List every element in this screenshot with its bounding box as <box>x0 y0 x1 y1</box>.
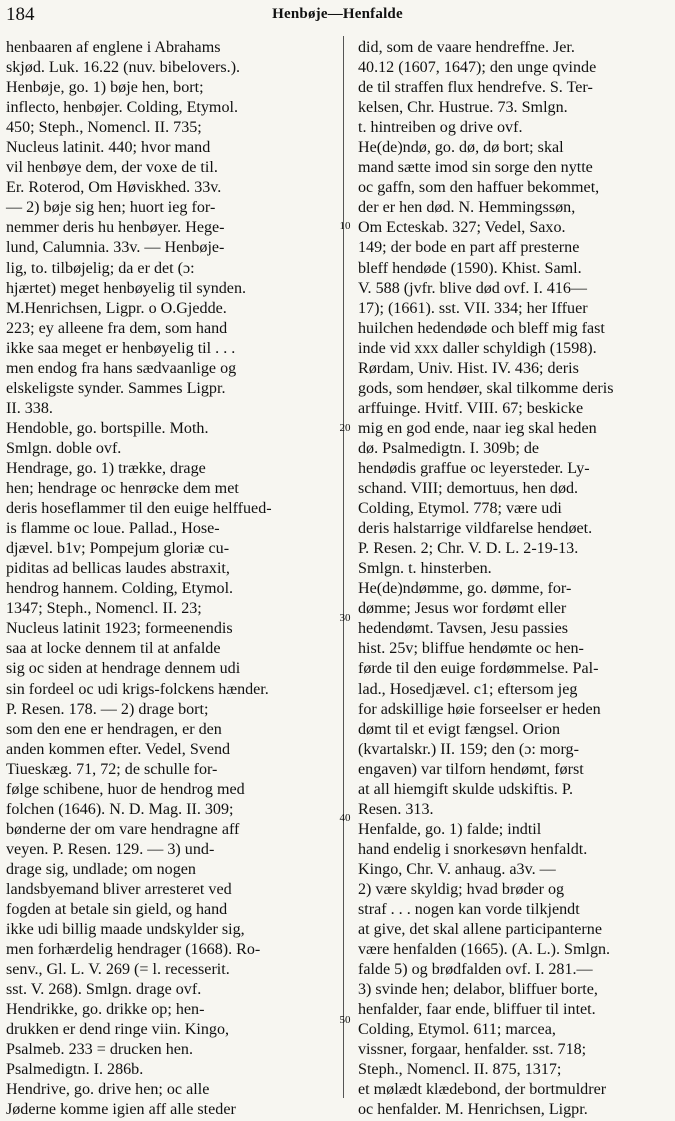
column-rule <box>343 36 344 1098</box>
text-line: schand. VIII; demortuus, hen død. <box>358 480 579 498</box>
text-line: Resen. 313. <box>358 800 434 818</box>
text-line: nemmer deris hu henbøyer. Hege- <box>6 219 225 237</box>
text-line: 149; der bode en part aff presterne <box>358 239 580 257</box>
text-line: oc henfalder. M. Henrichsen, Ligpr. <box>358 1101 588 1119</box>
text-line: M.Henrichsen, Ligpr. o O.Gjedde. <box>6 299 227 317</box>
line-number: 40 <box>339 812 351 824</box>
text-line: 223; ey alleene fra dem, som hand <box>6 319 228 337</box>
text-line: bønderne der om vare hendragne aff <box>6 820 240 838</box>
text-line: Nucleus latinit. 440; hvor mand <box>6 139 211 157</box>
text-line: ikke udi billig maade undskylder sig, <box>6 921 245 939</box>
text-line: oc gaffn, som den haffuer bekommet, <box>358 179 600 197</box>
text-line: dømt til et evigt fængsel. Orion <box>358 720 561 738</box>
text-line: hen; hendrage oc henrøcke dem met <box>6 480 239 498</box>
line-number: 10 <box>339 220 351 232</box>
text-line: elskeligste synder. Sammes Ligpr. <box>6 379 226 397</box>
text-line: 2) være skyldig; hvad brøder og <box>358 880 565 898</box>
text-line: kelsen, Chr. Hustrue. 73. Smlgn. <box>358 99 568 117</box>
text-line: dømme; Jesus wor fordømt eller <box>358 600 567 618</box>
text-line: P. Resen. 2; Chr. V. D. L. 2-19-13. <box>358 540 579 558</box>
text-line: Smlgn. doble ovf. <box>6 439 122 457</box>
text-line: hendrog hannem. Colding, Etymol. <box>6 580 234 598</box>
text-line: Henfalde, go. 1) falde; indtil <box>358 820 542 838</box>
page-number: 184 <box>6 4 35 25</box>
text-line: Om Ecteskab. 327; Vedel, Saxo. <box>358 219 566 237</box>
text-line: engaven) var tilforn hendømt, først <box>358 760 584 778</box>
text-line: vissner, forgaar, henfalder. sst. 718; <box>358 1041 587 1059</box>
text-line: lig, to. tilbøjelig; da er det (ɔ: <box>6 259 195 277</box>
text-line: 40.12 (1607, 1647); den unge qvinde <box>358 59 597 77</box>
text-line: lad., Hosedjævel. c1; eftersom jeg <box>358 680 578 698</box>
text-line: fogden at betale sin gield, og hand <box>6 901 228 919</box>
text-line: hand endelig i snorkesøvn henfaldt. <box>358 840 588 858</box>
text-line: Tiueskæg. 71, 72; de schulle for- <box>6 760 218 778</box>
left-column <box>6 38 331 1119</box>
text-line: — 2) bøje sig hen; huort ieg for- <box>6 199 216 217</box>
text-line: hjærtet) meget henbøyelig til synden. <box>6 279 247 297</box>
text-line: for adskillige høie forseelser er heden <box>358 700 601 718</box>
text-line: sin fordeel oc udi krigs-folckens hænder. <box>6 680 269 698</box>
text-line: folchen (1646). N. D. Mag. II. 309; <box>6 800 234 818</box>
text-line: Hendrikke, go. drikke op; hen- <box>6 1001 205 1019</box>
text-line: Rørdam, Univ. Hist. IV. 436; deris <box>358 359 579 377</box>
text-line: did, som de vaare hendreffne. Jer. <box>358 39 575 56</box>
text-line: straf . . . nogen kan vorde tilkjendt <box>358 901 580 919</box>
text-line: He(de)ndømme, go. dømme, for- <box>358 580 572 598</box>
text-line: inflecto, henbøjer. Colding, Etymol. <box>6 99 238 117</box>
text-line: 450; Steph., Nomencl. II. 735; <box>6 119 202 137</box>
line-number: 30 <box>339 612 351 624</box>
text-line: piditas ad bellicas laudes abstraxit, <box>6 560 230 578</box>
text-line: veyen. P. Resen. 129. — 3) und- <box>6 840 215 858</box>
text-line: bleff hendøde (1590). Khist. Saml. <box>358 259 582 277</box>
text-line: Hendrage, go. 1) trække, drage <box>6 459 206 477</box>
text-line: men endog fra hans sædvaanlige og <box>6 359 237 377</box>
text-line: dø. Psalmedigtn. I. 309b; de <box>358 439 540 457</box>
text-line: is flamme oc loue. Pallad., Hose- <box>6 520 220 538</box>
text-line: som den ene er hendragen, er den <box>6 720 222 738</box>
text-line: Henbøje, go. 1) bøje hen, bort; <box>6 79 204 97</box>
text-line: t. hintreiben og drive ovf. <box>358 119 523 137</box>
text-line: drukken er dend ringe viin. Kingo, <box>6 1021 230 1039</box>
text-line: Psalmeb. 233 = drucken hen. <box>6 1041 193 1059</box>
text-line: anden kommen efter. Vedel, Svend <box>6 740 231 758</box>
text-line: 17); (1661). sst. VII. 334; her Iffuer <box>358 299 588 317</box>
text-line: at give, det skal allene participanterne <box>358 921 602 939</box>
page-header <box>0 0 675 28</box>
text-line: at all hiemgift skulde udskiftis. P. <box>358 780 574 798</box>
text-line: 1347; Steph., Nomencl. II. 23; <box>6 600 202 618</box>
text-line: drage sig, undlade; om nogen <box>6 860 196 878</box>
text-line: sig oc siden at hendrage dennem udi <box>6 660 241 678</box>
text-line: Steph., Nomencl. II. 875, 1317; <box>358 1061 562 1079</box>
text-line: henfalder, faar ende, bliffuer til intet. <box>358 1001 596 1019</box>
text-line: mand sætte imod sin sorge den nytte <box>358 159 593 177</box>
text-line: Colding, Etymol. 611; marcea, <box>358 1021 556 1039</box>
text-line: førde til den euige fordømmelse. Pal- <box>358 660 599 678</box>
text-line: landsbyemand bliver arresteret ved <box>6 880 232 898</box>
text-line: henbaaren af englene i Abrahams <box>6 39 221 56</box>
text-line: sst. V. 268). Smlgn. drage ovf. <box>6 981 202 999</box>
text-line: Hendrive, go. drive hen; oc alle <box>6 1081 210 1099</box>
text-line: Nucleus latinit 1923; formeenendis <box>6 620 233 638</box>
text-line: hedendømt. Tavsen, Jesu passies <box>358 620 568 638</box>
text-line: være henfalden (1665). (A. L.). Smlgn. <box>358 941 611 959</box>
text-line: P. Resen. 178. — 2) drage bort; <box>6 700 209 718</box>
text-line: deris halstarrige vildfarelse hendøet. <box>358 520 593 538</box>
text-line: mig en god ende, naar ieg skal heden <box>358 419 597 437</box>
line-number: 20 <box>339 422 351 434</box>
text-line: falde 5) og brødfalden ovf. I. 281.— <box>358 961 593 979</box>
right-column <box>358 38 670 1119</box>
text-line: arffuinge. Hvitf. VIII. 67; beskicke <box>358 399 584 417</box>
text-line: lund, Calumnia. 33v. — Henbøje- <box>6 239 225 257</box>
text-line: de til straffen flux hendrefve. S. Ter- <box>358 79 593 97</box>
text-line: saa at locke dennem til at anfalde <box>6 640 221 658</box>
text-line: He(de)ndø, go. dø, dø bort; skal <box>358 139 564 157</box>
text-line: senv., Gl. L. V. 269 (= l. recesserit. <box>6 961 230 979</box>
text-line: Kingo, Chr. V. anhaug. a3v. — <box>358 860 556 878</box>
text-line: gods, som hendøer, skal tilkomme deris <box>358 379 614 397</box>
text-line: Er. Roterod, Om Høviskhed. 33v. <box>6 179 222 197</box>
text-line: Hendoble, go. bortspille. Moth. <box>6 419 209 437</box>
text-line: ikke saa meget er henbøyelig til . . . <box>6 339 236 357</box>
text-line: men forhærdelig hendrager (1668). Ro- <box>6 941 261 959</box>
text-line: (kvartalskr.) II. 159; den (ɔ: morg- <box>358 740 579 758</box>
text-line: V. 588 (jvfr. blive død ovf. I. 416— <box>358 279 588 297</box>
text-line: skjød. Luk. 16.22 (nuv. bibelovers.). <box>6 59 241 77</box>
text-line: Smlgn. t. hinsterben. <box>358 560 492 578</box>
text-line: Psalmedigtn. I. 286b. <box>6 1061 144 1079</box>
line-number: 50 <box>339 1014 351 1026</box>
text-line: hendødis graffue oc leyersteder. Ly- <box>358 459 590 477</box>
text-line: vil henbøye dem, der voxe de til. <box>6 159 218 177</box>
text-line: deris hoseflammer til den euige helffued- <box>6 500 272 518</box>
text-line: inde vid xxx daller schyldigh (1598). <box>358 339 597 357</box>
text-line: Jøderne komme igien aff alle steder <box>6 1101 236 1119</box>
text-line: huilchen hedendøde och bleff mig fast <box>358 319 605 337</box>
text-line: der er hen død. N. Hemmingssøn, <box>358 199 576 217</box>
text-line: Colding, Etymol. 778; være udi <box>358 500 562 518</box>
text-line: følge schibene, huor de hendrog med <box>6 780 245 798</box>
running-head: Henbøje—Henfalde <box>272 6 403 22</box>
text-line: djævel. b1v; Pompejum gloriæ cu- <box>6 540 230 558</box>
text-line: et mølædt klædebond, der bortmuldrer <box>358 1081 607 1099</box>
text-line: hist. 25v; bliffue hendømte oc hen- <box>358 640 584 658</box>
text-line: 3) svinde hen; delabor, bliffuer borte, <box>358 981 598 999</box>
text-line: II. 338. <box>6 399 53 417</box>
